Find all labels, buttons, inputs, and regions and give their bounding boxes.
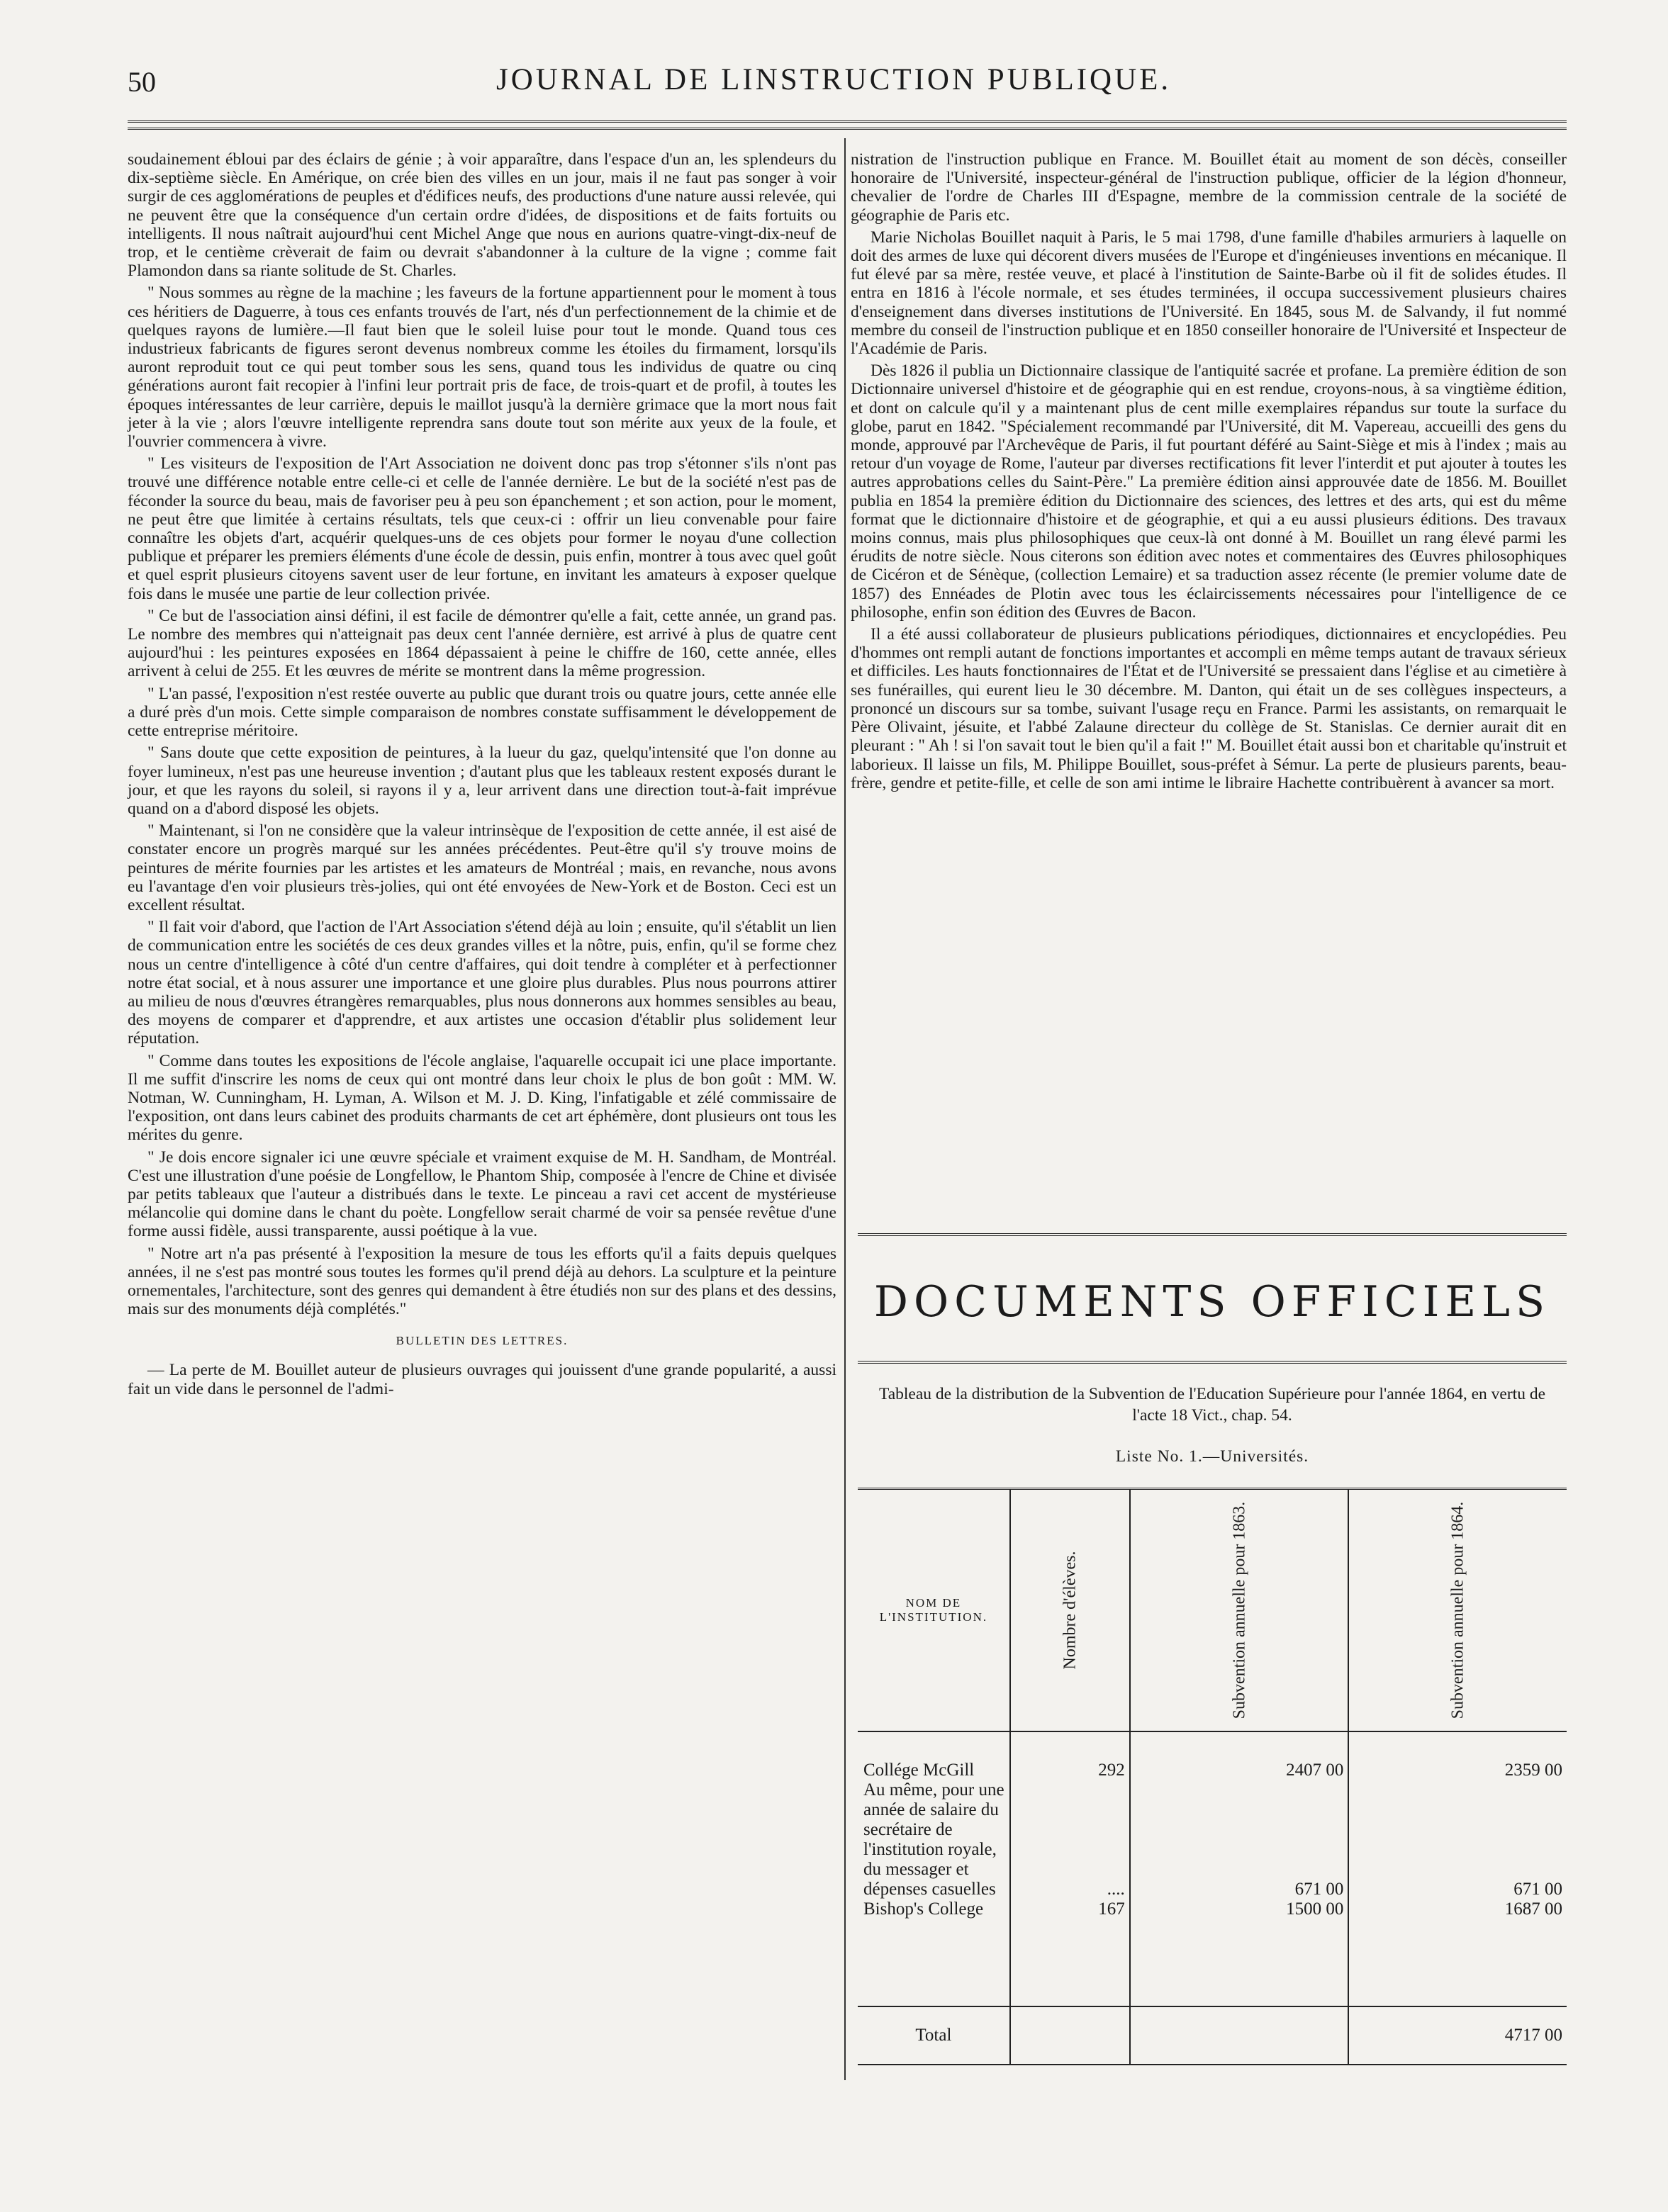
paragraph: " Sans doute que cette exposition de peintures, à la lueur du gaz, quelqu'intensité que l'on donne au foyer lumineux, n'est pas une heureuse invention ; d'autant plus que les tableaux restent exposés durant le jour, et que les rayons du soleil, si rayons il y a, leur arrivent dans une direction tout-à-fait imprévue quand on a d'abord disposé les objets. [128,743,836,818]
paragraph: Marie Nicholas Bouillet naquit à Paris, le 5 mai 1798, d'une famille d'habiles armuriers à laquelle on doit des armes de luxe qui décorent divers musées de l'Europe et d'ingénieuses inventions en mécanique. Il fut élevé par sa mère, restée veuve, et placé à l'institution de Sainte-Barbe où il fit de solides études. Il entra en 1816 à l'école normale, et ses études terminées, il occupa successivement plusieurs chaires d'enseignement dans diverses institutions de l'Université. En 1845, sous M. de Salvandy, il fut nommé membre du conseil de l'instruction publique et en 1850 conseiller honoraire de l'Université et Inspecteur de l'Académie de Paris. [851,228,1567,359]
section-rule [858,1233,1567,1236]
subvention-1863-cell: 671 00 [1130,1780,1349,1899]
column-header-eleves: Nombre d'élèves. [1010,1489,1130,1732]
institution-name: Collége McGill [863,1761,975,1780]
total-1863-cell [1130,2006,1349,2065]
paragraph: " Notre art n'a pas présenté à l'exposition la mesure de tous les efforts qu'il a faits depuis quelques années, il ne s'est pas montré sous toutes les formes qu'il prend déjà au dehors. La sculpture et la peinture ornementales, l'architecture, sont des genres qui demandent à être étudiés non sur des plans et des dessins, mais sur des monuments déjà complétés." [128,1244,836,1319]
paragraph: soudainement ébloui par des éclairs de génie ; à voir apparaître, dans l'espace d'un an, les splendeurs du dix-septième siècle. En Amérique, on crée bien des villes en un jour, mais il ne faut pas songer à voir surgir de ces agglomérations de peuples et d'édifices neufs, des productions d'une nature aussi relevée, qui ne peuvent être que la conséquence d'un certain ordre d'idées, de dispositions et de faits fortuits ou intelligents. Il nous naîtrait aujourd'hui cent Michel Ange que nous en aurions quatre-vingt-dix-neuf de trop, et le centième crèverait de faim ou devrait s'abandonner à la culture de la vigne ; comme fait Plamondon dans sa riante solitude de St. Charles. [128,150,836,281]
section-rule [858,1361,1567,1364]
table-row [858,1780,1567,1899]
table-row [858,1731,1567,1780]
eleves-cell: 292 [1010,1731,1130,1780]
subvention-1864-cell: 671 00 [1348,1780,1567,1899]
column-divider [844,138,846,2080]
right-column [851,150,1567,796]
journal-title: JOURNAL DE LINSTRUCTION PUBLIQUE. [496,63,1172,96]
tableau-caption: Tableau de la distribution de la Subvention de l'Education Supérieure pour l'année 1864, en vertu de l'acte 18 Vict., chap. 54. [878,1385,1546,1425]
subvention-table [858,1488,1567,2065]
paragraph: Il a été aussi collaborateur de plusieurs publications périodiques, dictionnaires et encyclopédies. Peu d'hommes ont rempli autant de fonctions importantes et accompli en même temps autant de travaux sérieux et difficiles. Les hauts fonctionnaires de l'État et de l'Université se pressaient dans l'église et au cimetière à ses funérailles, qui eurent lieu le 30 décembre. M. Danton, qui était un de ses collègues inspecteurs, a prononcé un discours sur sa tombe, suivant l'usage reçu en France. Parmi les assistants, on remarquait le Père Olivaint, jésuite, et l'abbé Zalaune directeur du collège de St. Stanislas. Ce dernier aurait dit en pleurant : " Ah ! si l'on savait tout le bien qu'il a fait !" M. Bouillet était aussi bon et charitable qu'instruit et laborieux. Il laisse un fils, M. Philippe Bouillet, sous-préfet à Sémur. La perte de plusieurs parents, beau-frère, gendre et petite-fille, et celle de son ami intime le libraire Hachette contribuèrent à avancer sa mort. [851,625,1567,792]
paragraph: " Les visiteurs de l'exposition de l'Art Association ne doivent donc pas trop s'étonner s'ils n'ont pas trouvé une différence notable entre celle-ci et celle de l'année dernière. Le but de la société n'est pas de féconder la source du beau, mais de favoriser peu à peu son épanchement ; et son action, pour le moment, ne peut être que limitée à certains résultats, tels que ceux-ci : offrir un lieu convenable pour faire connaître les objets d'art, acquérir quelques-uns de ces objets pour former le noyau d'une collection publique et préparer les premiers éléments d'une école de dessin, puis enfin, montrer à tous avec quel goût et quel esprit plusieurs citoyens savent user de leur fortune, en invitant les amateurs à exposer quelque fois dans le musée une partie de leur collection privée. [128,454,836,603]
page-number: 50 [128,66,156,98]
total-eleves-cell [1010,2006,1130,2065]
paragraph: " Ce but de l'association ainsi défini, il est facile de démontrer qu'elle a fait, cette année, un grand pas. Le nombre des membres qui n'atteignait pas deux cent l'année dernière, est arrivé à plus de quatre cent aujourd'hui : les peintures exposées en 1864 dépassaient à peine le chiffre de 160, cette année, elles arrivent à celui de 255. Et les œuvres de mérite se montrent dans la même progression. [128,606,836,681]
liste-heading: Liste No. 1.—Universités. [1115,1447,1309,1466]
subvention-1863-cell: 1500 00 [1130,1899,1349,2006]
subvention-1863-cell: 2407 00 [1130,1731,1349,1780]
paragraph: " Je dois encore signaler ici une œuvre spéciale et vraiment exquise de M. H. Sandham, de Montréal. C'est une illustration d'une poésie de Longfellow, le Phantom Ship, composée à l'encre de Chine et divisée par petits tableaux que l'auteur a distribués dans le texte. Le pinceau a ravi cet accent de mystérieuse mélancolie qui domine dans le chant du poète. Longfellow serait charmé de voir sa pensée revêtue d'une forme aussi fidèle, aussi transparente, aussi poétique à la vue. [128,1147,836,1241]
paragraph: " Maintenant, si l'on ne considère que la valeur intrinsèque de l'exposition de cette année, il est aisé de constater encore un progrès marqué sur les années précédentes. Peut-être qu'il s'y trouve moins de peintures de mérite fournies par les artistes et les amateurs de Montréal ; mais, en revanche, nous avons eu l'avantage d'en voir plusieurs très-jolies, qui ont été envoyées de New-York et de Boston. Ceci est un excellent résultat. [128,821,836,914]
paragraph: — La perte de M. Bouillet auteur de plusieurs ouvrages qui jouissent d'une grande popularité, a aussi fait un vide dans le personnel de l'admi- [128,1361,836,1398]
paragraph: Dès 1826 il publia un Dictionnaire classique de l'antiquité sacrée et profane. La première édition de son Dictionnaire universel d'histoire et de géographie qui en est rendue, croyons-nous, à sa vingtième édition, et dont on calcule qu'il y a maintenant plus de cent mille exemplaires répandus sur toute la surface du globe, parut en 1842. "Spécialement recommandé par l'Université, dit M. Vapereau, accueilli des gens du monde, approuvé par l'Archevêque de Paris, il fut pourtant déféré au Saint-Siège et mis à l'index ; mais au retour d'un voyage de Rome, l'auteur par diverses rectifications fit lever l'interdit et put ajouter à toutes les autres approbations celles du Saint-Père." La première édition ainsi approuvée date de 1856. M. Bouillet publia en 1854 la première édition du Dictionnaire des sciences, des lettres et des arts, qui est du même format que le dictionnaire d'histoire et de géographie, et qui a eu aussi plusieurs éditions. Des travaux moins connus, mais plus philosophiques que ceux-là ont donné à M. Bouillet un rang élevé parmi les érudits de notre siècle. Nous citerons son édition avec notes et commentaires des Œuvres philosophiques de Cicéron et de Sénèque, (collection Lemaire) et sa traduction assez récente (le premier volume date de 1857) des Ennéades de Plotin avec tous les éclaircissements nécessaires pour l'intelligence de ce philosophe, enfin son édition des Œuvres de Bacon. [851,361,1567,622]
paragraph: " L'an passé, l'exposition n'est restée ouverte au public que durant trois ou quatre jours, cette année elle a duré près d'un mois. Cette simple comparaison de nombres constate suffisamment le développement de cette entreprise méritoire. [128,684,836,741]
total-value: 4717 00 [1348,2006,1567,2065]
eleves-cell: 167 [1010,1899,1130,2006]
total-label: Total [858,2006,1010,2065]
table-row [858,1899,1567,2006]
paragraph: " Nous sommes au règne de la machine ; les faveurs de la fortune appartiennent pour le moment à tous ces héritiers de Daguerre, à tous ces enfants trouvés de l'art, nés d'un perfectionnement de la chimie et de quelques rayons de lumière.—Il faut bien que le soleil luise pour tout le monde. Quand tous ces industrieux fabricants de figures seront devenus nombreux comme les étoiles du firmament, lorsqu'ils auront reproduit tout ce qui peut tomber sous les sens, quand tous les individus de quatre ou cinq générations auront fait recopier à l'infini leur portrait pris de face, de trois-quart et de profil, à toutes les époques intéressantes de leur carrière, depuis le maillot jusqu'à la dernière grimace que la mort nous fait jeter à la vie ; alors l'œuvre intelligente reprendra sans doute tout son mérite aux yeux de la foule, et l'ouvrier commencera à vivre. [128,283,836,451]
header-rule [128,120,1567,123]
paragraph: " Il fait voir d'abord, que l'action de l'Art Association s'étend déjà au loin ; ensuite, qu'il s'établit un lien de communication entre les sociétés de ces deux grandes villes et la nôtre, puis, enfin, qu'il se forme chez nous un centre d'intelligence à côté d'un centre d'affaires, qui doit tendre à compléter et à perfectionner notre état social, et à nous assurer une importance et une gloire plus durables. Plus nous pourrons attirer au milieu de nous d'œuvres étrangères remarquables, plus nous donnerons aux hommes sensibles au beau, des moyens de comparer et d'apprendre, et aux artistes une occasion d'établir plus solidement leur réputation. [128,918,836,1048]
left-column [128,150,836,1402]
column-header-name: NOM DE L'INSTITUTION. [858,1489,1010,1732]
section-title: DOCUMENTS OFFICIELS [873,1277,1551,1327]
subvention-1864-cell: 1687 00 [1348,1899,1567,2006]
bulletin-heading: BULLETIN DES LETTRES. [396,1334,569,1348]
paragraph: " Comme dans toutes les expositions de l'école anglaise, l'aquarelle occupait ici une place importante. Il me suffit d'inscrire les noms de ceux qui ont montré dans leur choix le plus de bon goût : MM. W. Notman, W. Cunningham, H. Lyman, A. Wilson et M. J. D. King, l'infatigable et zélé commissaire de l'exposition, ont dans leurs cabinet des produits charmants de cet art éphémère, dont plusieurs ont tous les mérites du genre. [128,1051,836,1145]
institution-name: Au même, pour une année de salaire du secrétaire de l'institution royale, du messager et dépenses casuelles [863,1780,1004,1899]
column-header-1863: Subvention annuelle pour 1863. [1130,1489,1349,1732]
documents-officiels-section [858,1233,1567,2065]
column-header-1864: Subvention annuelle pour 1864. [1348,1489,1567,1732]
header-rule-secondary [128,128,1567,130]
paragraph: nistration de l'instruction publique en France. M. Bouillet était au moment de son décès, conseiller honoraire de l'Université, inspecteur-général de l'instruction publique, officier de la légion d'honneur, chevalier de l'ordre de Charles III d'Espagne, membre de la commission centrale de la société de géographie de Paris etc. [851,150,1567,225]
total-row [858,2006,1567,2065]
institution-name: Bishop's College [863,1899,984,1919]
subvention-1864-cell: 2359 00 [1348,1731,1567,1780]
eleves-cell: .... [1010,1780,1130,1899]
